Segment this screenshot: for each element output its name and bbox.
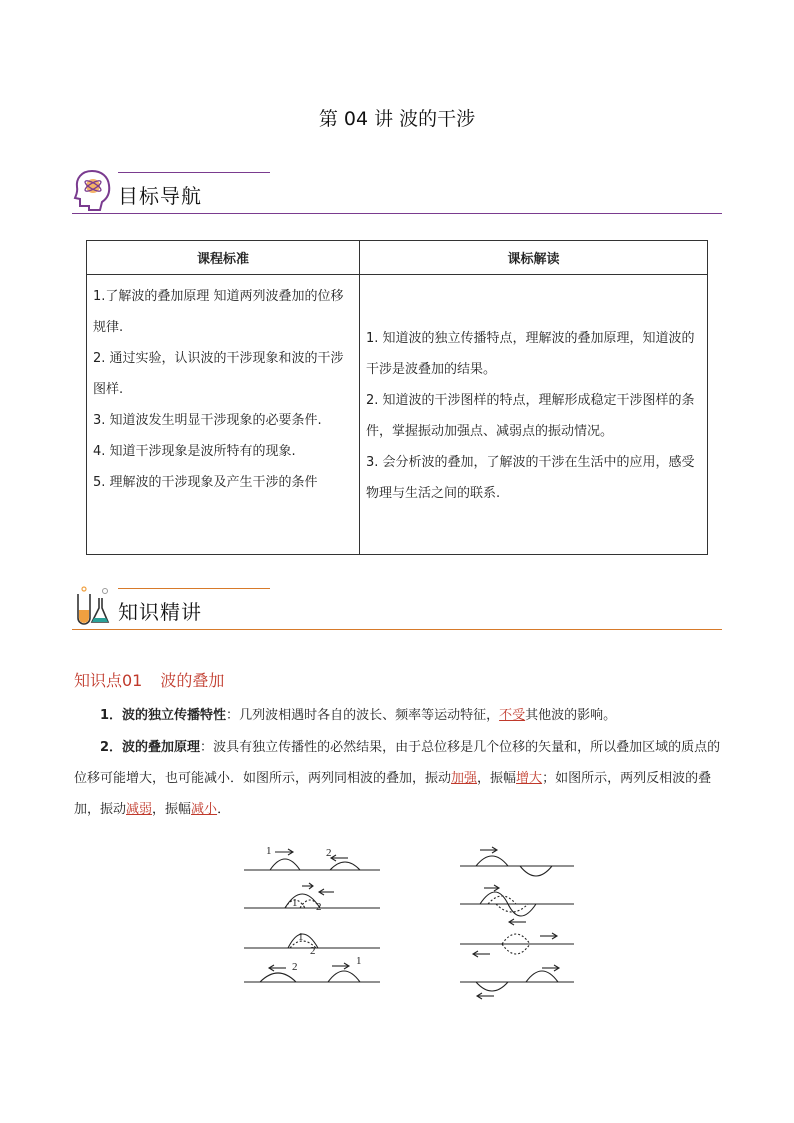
- term-superposition: 2．波的叠加原理: [100, 740, 201, 755]
- paragraph-text: 波具有独立传播性的必然结果，由于总位移是几个位移的矢量和，所以叠加区域的质点的位移可能增大，也可能减小．如图所示，两列同相波的叠加，振动: [74, 740, 721, 786]
- standard-item: 5. 理解波的干涉现象及产生干涉的条件: [93, 475, 318, 490]
- anti-phase-row-1: [460, 847, 574, 876]
- anti-phase-row-3: [460, 933, 574, 957]
- interpretation-item: 3. 会分析波的叠加，了解波的干涉在生活中的应用，感受物理与生活之间的联系.: [366, 455, 695, 501]
- paragraph-independence: [74, 700, 722, 731]
- in-phase-row-1: [244, 845, 380, 870]
- paragraph-text: ．: [217, 802, 231, 817]
- section-title-knowledge: 知识精讲: [118, 600, 202, 624]
- anti-phase-row-2: [460, 885, 574, 925]
- wave-label: 2: [292, 961, 298, 973]
- knowledge-point-title: [74, 668, 242, 691]
- wave-label: 2: [316, 901, 322, 913]
- wave-superposition-diagram: [240, 840, 580, 1000]
- in-phase-row-2: [244, 883, 380, 913]
- in-phase-row-3: [244, 931, 380, 957]
- section-title-goals: 目标导航: [118, 184, 202, 208]
- wave-label: 1: [298, 931, 304, 943]
- in-phase-row-4: [244, 955, 380, 982]
- wave-label: 2: [310, 945, 316, 957]
- standards-table: [86, 240, 708, 555]
- paragraph-text: ，振幅: [152, 802, 192, 817]
- table-header-interpretation: 课标解读: [360, 241, 708, 275]
- interpretation-item: 2. 知道波的干涉图样的特点，理解形成稳定干涉图样的条件，掌握振动加强点、减弱点的振动情况。: [366, 393, 695, 439]
- table-header-standard: 课程标准: [87, 241, 360, 275]
- underlined-keyword: 加强: [451, 771, 478, 786]
- header-rule-bottom: [72, 213, 722, 214]
- paragraph-superposition: [74, 732, 722, 825]
- colon: ：: [200, 740, 214, 755]
- knowledge-point-number: 知识点01: [74, 671, 143, 690]
- wave-label: 2: [326, 847, 332, 859]
- anti-phase-row-4: [460, 965, 574, 999]
- section-header-knowledge: [72, 584, 722, 634]
- header-rule-top: [118, 588, 270, 589]
- interpretation-cell: [360, 275, 708, 555]
- wave-label: 1: [292, 897, 298, 909]
- section-header-goals: [72, 168, 722, 218]
- header-rule-bottom: [72, 629, 722, 630]
- page-title: 第 04 讲 波的干涉: [318, 108, 476, 130]
- paragraph-text: 几列波相遇时各自的波长、频率等运动特征，: [239, 708, 500, 723]
- wave-label: 1: [266, 845, 272, 857]
- paragraph-text: 其他波的影响。: [525, 708, 617, 723]
- underlined-keyword: 不受: [499, 708, 526, 723]
- underlined-keyword: 增大: [516, 771, 543, 786]
- lab-flask-icon: [72, 584, 112, 628]
- standard-item: 2. 通过实验，认识波的干涉现象和波的干涉图样.: [93, 351, 344, 397]
- standard-cell: [87, 275, 360, 555]
- term-independence: 1．波的独立传播特性: [100, 708, 227, 723]
- standard-item: 3. 知道波发生明显干涉现象的必要条件.: [93, 413, 322, 428]
- paragraph-text: ；如图所示，两列反相波的叠加，振动: [74, 771, 712, 817]
- wave-label: 1: [356, 955, 362, 967]
- standard-item: 4. 知道干涉现象是波所特有的现象.: [93, 444, 296, 459]
- brain-head-icon: [72, 168, 112, 212]
- standard-item: 1.了解波的叠加原理 知道两列波叠加的位移规律.: [93, 289, 344, 335]
- underlined-keyword: 减小: [191, 802, 218, 817]
- colon: ：: [226, 708, 240, 723]
- paragraph-text: ，振幅: [477, 771, 517, 786]
- knowledge-point-name: 波的叠加: [160, 671, 225, 690]
- header-rule-top: [118, 172, 270, 173]
- interpretation-item: 1. 知道波的独立传播特点，理解波的叠加原理，知道波的干涉是波叠加的结果。: [366, 331, 695, 377]
- underlined-keyword: 减弱: [126, 802, 153, 817]
